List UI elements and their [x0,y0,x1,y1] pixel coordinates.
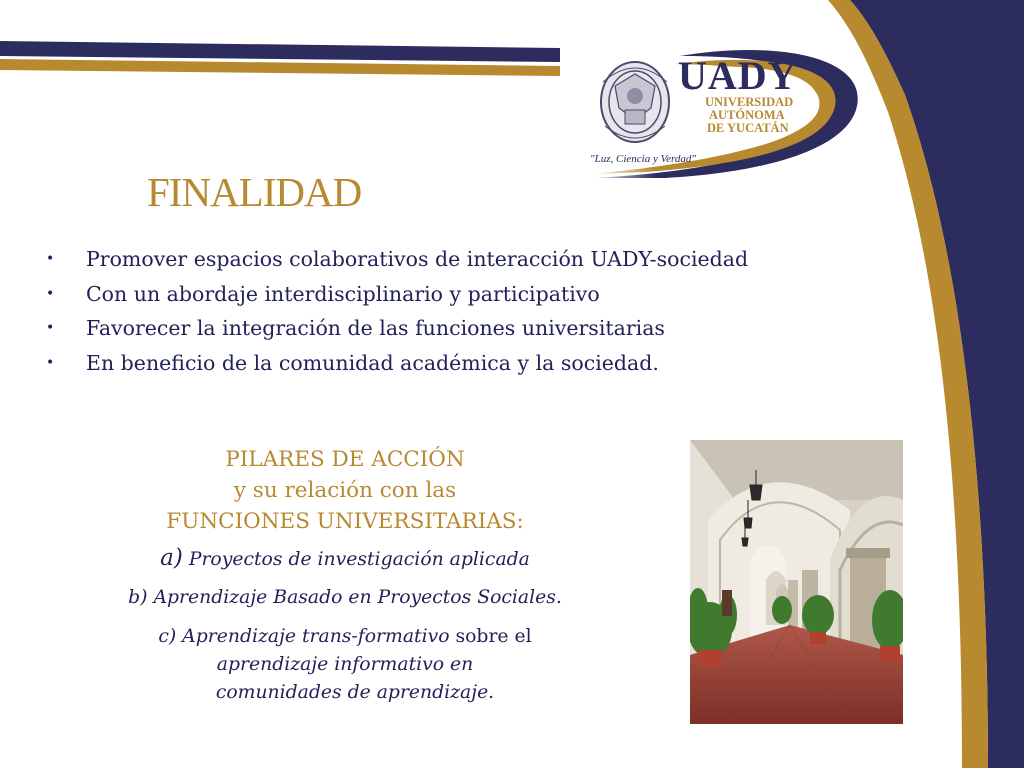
list-item-text: Con un abordaje interdisciplinario y participativo [86,281,600,306]
pillars-heading-line: PILARES DE ACCIÓN [225,447,465,472]
top-gold-stripe [0,59,560,76]
logo-motto: "Luz, Ciencia y Verdad" [590,153,696,165]
top-navy-stripe [0,41,560,62]
pillars-section [80,444,610,707]
bullet-icon: • [46,354,55,371]
pillar-item-c-line: comunidades de aprendizaje. [215,682,495,703]
uady-seal-icon [601,62,669,142]
list-item [46,279,866,314]
pillar-item-c-plain: sobre el [455,626,532,647]
slide-title: FINALIDAD [147,169,362,215]
pillar-item-c-line: aprendizaje informativo en [216,654,474,675]
logo-subtitle-line: AUTÓNOMA [709,108,785,122]
logo-subtitle-line: UNIVERSIDAD [705,95,794,109]
list-item [46,244,866,279]
pillars-heading-line: y su relación con las [233,478,457,503]
pillar-item-c-italic: c) Aprendizaje trans-formativo [158,626,450,647]
colonial-arcade-photo [690,440,903,724]
list-item-text: En beneficio de la comunidad académica y la sociedad. [86,350,659,375]
purpose-list [46,244,866,382]
pillar-item-a [80,543,610,575]
list-item [46,348,866,383]
bullet-icon: • [46,285,55,302]
pillar-item-a-letter: a) [160,545,183,571]
pillar-item-c [80,623,610,707]
bullet-icon: • [46,320,55,336]
list-item [46,313,866,348]
pillars-heading-line: FUNCIONES UNIVERSITARIAS: [166,509,524,534]
logo-wordmark: UADY [678,53,798,98]
pillar-item-b: b) Aprendizaje Basado en Proyectos Sociales. [128,587,562,608]
logo-subtitle [705,96,793,135]
bullet-icon: • [46,251,55,267]
logo-subtitle-line: DE YUCATÁN [707,121,789,135]
list-item-text: Favorecer la integración de las funciones universitarias [86,316,665,340]
list-item-text: Promover espacios colaborativos de interacción UADY-sociedad [86,247,749,271]
pillar-item-a-text: Proyectos de investigación aplicada [188,549,530,570]
